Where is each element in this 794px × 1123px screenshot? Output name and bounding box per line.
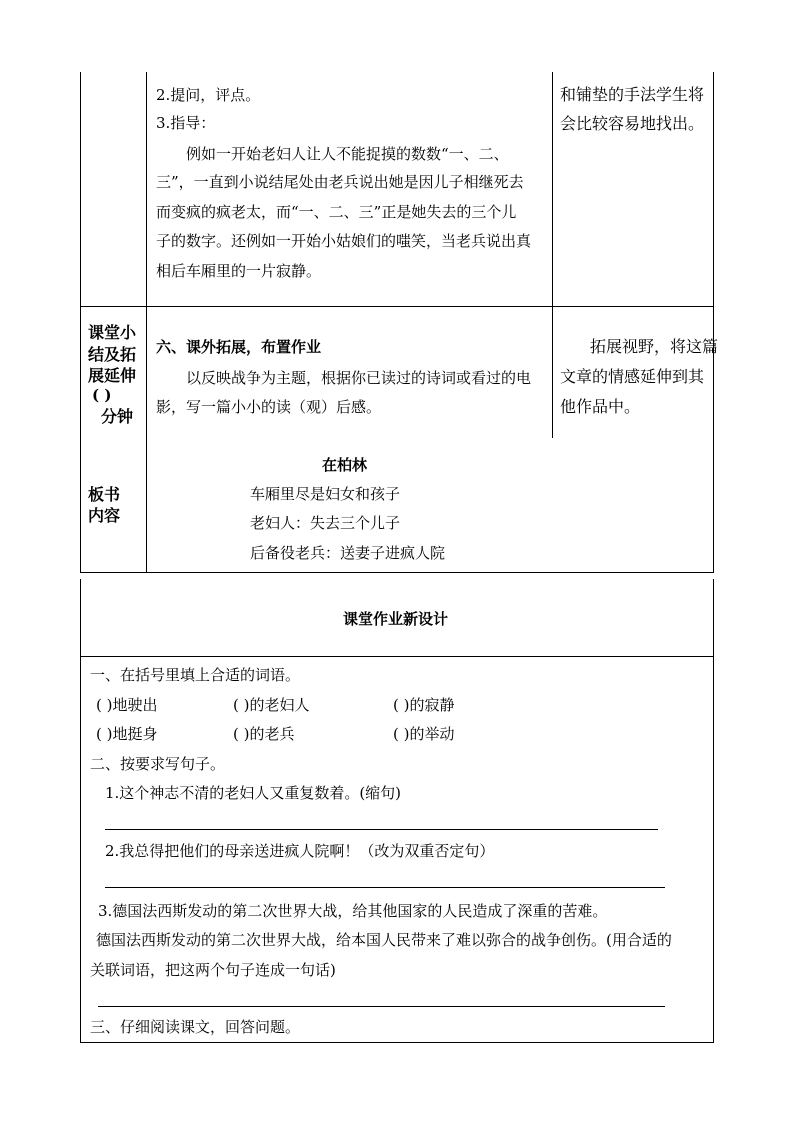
q2-sentence-3b: 德国法西斯发动的第二次世界大战，给本国人民带来了难以弥合的战争创伤。(用合适的 [96,931,672,949]
board-line-3: 后备役老兵：送妻子进疯人院 [250,544,446,562]
summary-label-2: 结及拓 [88,345,137,364]
summary-label-3: 展延伸 [88,366,137,385]
q1-blank-3: ( )的寂静 [393,696,455,714]
q1-blank-4: ( )地挺身 [96,725,158,743]
q3-heading: 三、仔细阅读课文，回答问题。 [90,1018,301,1036]
board-line-1: 车厢里尽是妇女和孩子 [250,485,401,503]
summary-label-1: 课堂小 [88,323,137,342]
method-line-4: 三”，一直到小说结尾处由老兵说出她是因儿子相继死去 [156,173,524,191]
q2-answer-line-2[interactable] [105,887,665,888]
table-row-divider-1 [80,306,714,307]
summary-intent-line-2: 文章的情感延伸到其 [560,367,705,386]
summary-heading: 六、课外拓展，布置作业 [156,338,322,356]
method-line-1: 2.提问，评点。 [156,86,261,104]
table-left-border [80,72,81,572]
q2-answer-line-3[interactable] [98,1006,665,1007]
q1-blank-1: ( )地驶出 [96,696,158,714]
board-label-2: 内容 [88,506,121,525]
method-line-7: 相后车厢里的一片寂静。 [156,262,322,280]
homework-bottom-border [80,1042,714,1043]
summary-intent-line-1: 拓展视野，将这篇 [590,337,719,356]
q2-sentence-2: 2.我总得把他们的母亲送进疯人院啊！（改为双重否定句） [105,842,495,860]
q2-sentence-3a: 3.德国法西斯发动的第二次世界大战，给其他国家的人民造成了深重的苦难。 [98,902,608,920]
q2-heading: 二、按要求写句子。 [90,755,226,773]
q2-answer-line-1[interactable] [105,829,658,830]
board-line-2: 老妇人：失去三个儿子 [250,514,401,532]
q2-sentence-3c: 关联词语，把这两个句子连成一句话) [90,961,336,979]
summary-label-4: ( ) [92,386,112,404]
method-line-6: 子的数字。还例如一开始小姑娘们的嗤笑，当老兵说出真 [156,232,532,250]
board-title: 在柏林 [322,456,368,474]
homework-title-divider [80,656,714,657]
q1-blank-2: ( )的老妇人 [233,696,310,714]
summary-line-2: 影，写一篇小小的读（观）后感。 [156,398,382,416]
method-line-2: 3.指导： [156,114,216,132]
method-intent-line-1: 和铺垫的手法学生将 [560,85,705,104]
table-right-border [713,72,714,572]
homework-right-border [713,579,714,1042]
summary-intent-line-3: 他作品中。 [560,397,641,416]
board-label-1: 板书 [88,485,121,504]
table-bottom-border [80,572,714,573]
summary-label-5: 分钟 [101,407,134,426]
homework-title: 课堂作业新设计 [343,610,449,628]
q1-blank-6: ( )的举动 [393,725,455,743]
summary-line-1: 以反映战争为主题，根据你已读过的诗词或看过的电 [186,369,532,387]
method-line-5: 而变疯的疯老太，而“一、二、三”正是她失去的三个儿 [156,203,517,221]
q1-heading: 一、在括号里填上合适的词语。 [90,666,301,684]
homework-left-border [80,579,81,1042]
table-col-divider-1 [146,72,147,572]
method-line-3: 例如一开始老妇人让人不能捉摸的数数“一、二、 [186,145,509,163]
method-intent-line-2: 会比较容易地找出。 [560,114,705,133]
q1-blank-5: ( )的老兵 [233,725,295,743]
q2-sentence-1: 1.这个神志不清的老妇人又重复数着。(缩句) [105,784,402,802]
table-col-divider-2 [552,72,553,438]
